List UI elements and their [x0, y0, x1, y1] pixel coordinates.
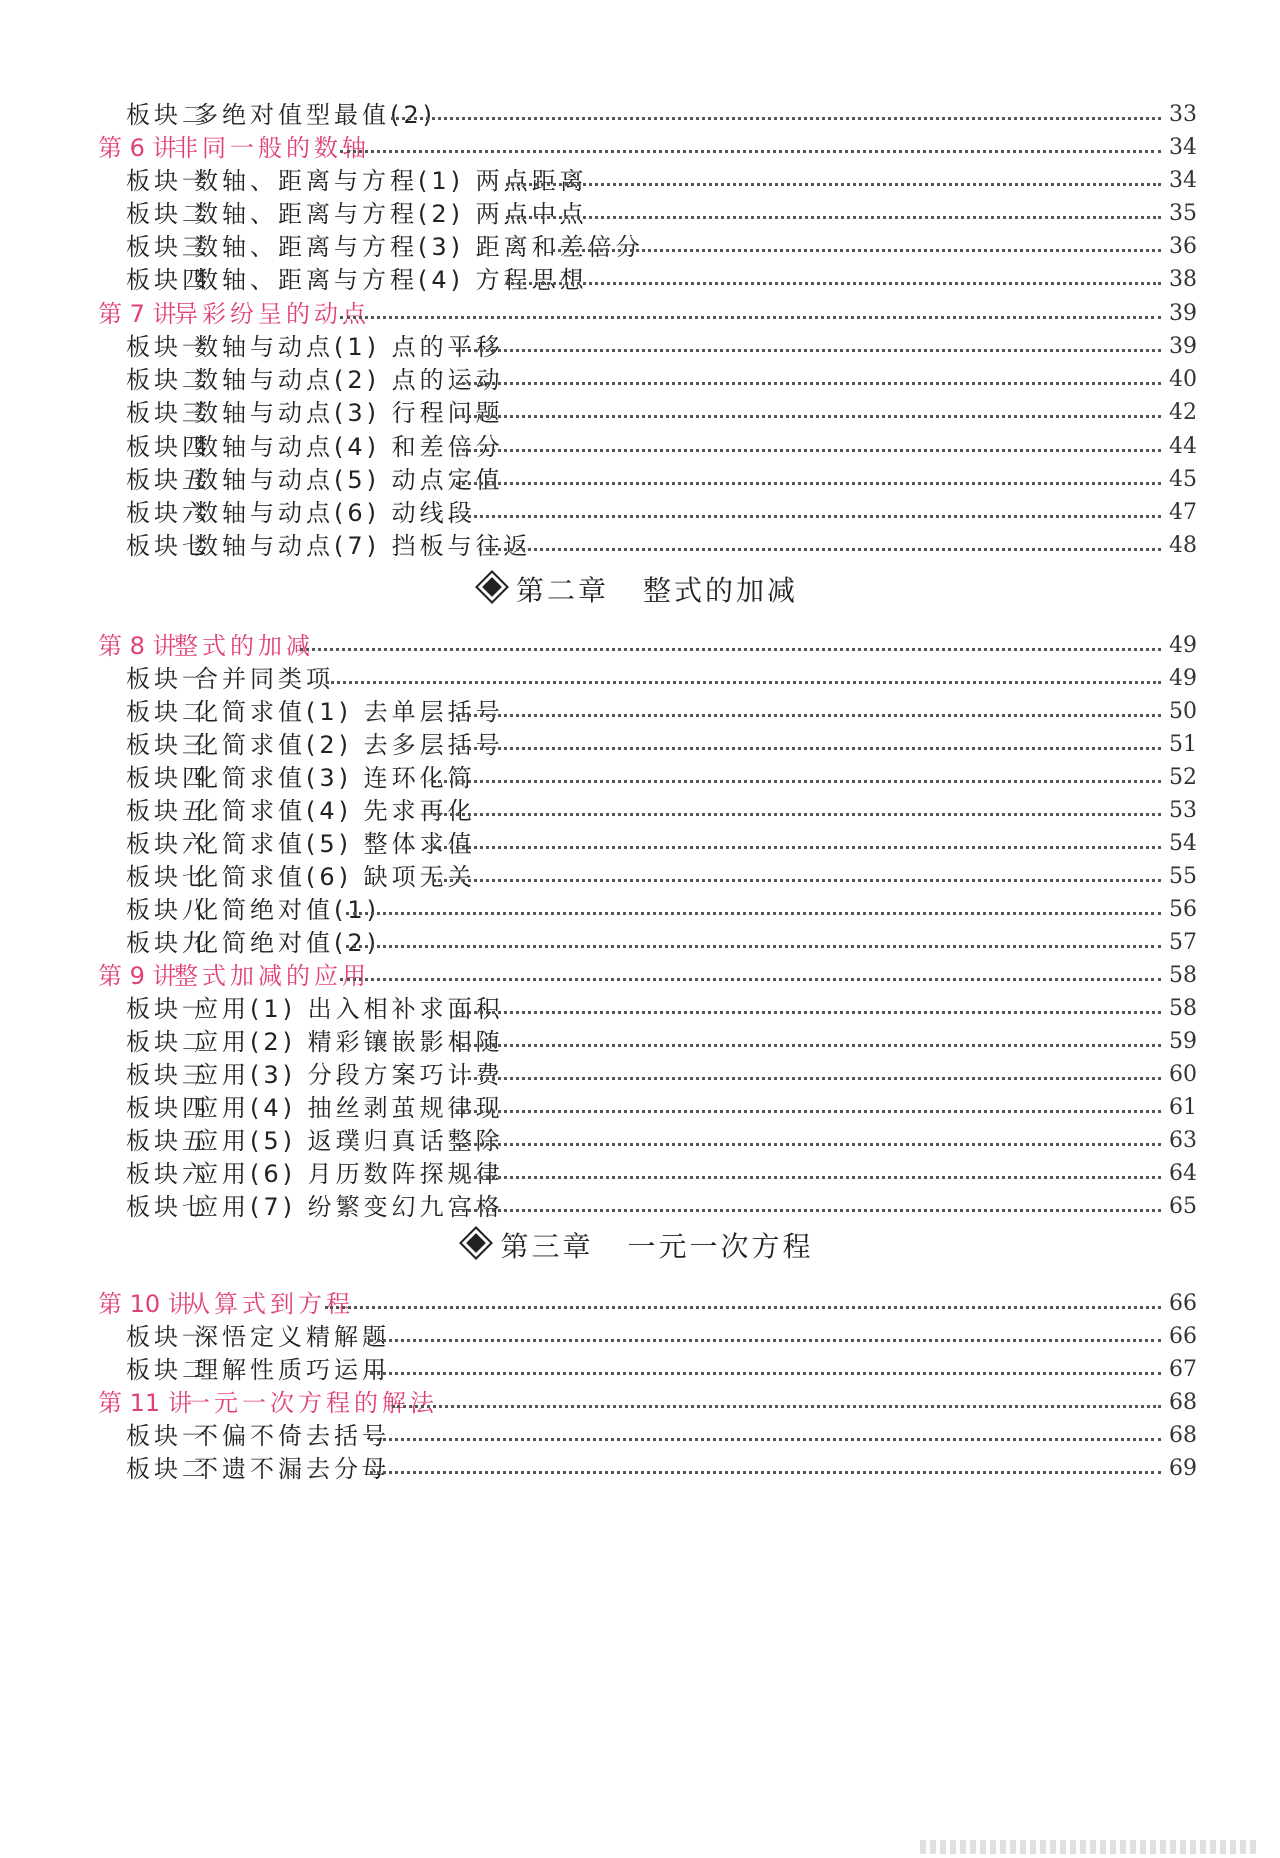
block-label: 板块四 — [126, 266, 210, 294]
lecture-number: 第 8 讲 — [98, 632, 177, 660]
block-label: 板块一 — [126, 167, 210, 195]
page-number: 36 — [1169, 234, 1197, 259]
chapter-heading — [0, 1225, 1280, 1269]
toc-block-row[interactable] — [0, 662, 1280, 696]
page-number: 68 — [1169, 1390, 1197, 1415]
leader-dots — [456, 449, 1161, 452]
page-number: 59 — [1169, 1029, 1197, 1054]
page-number: 42 — [1169, 400, 1197, 425]
entry-title: 数轴与动点(2) 点的运动 — [194, 366, 504, 394]
leader-dots — [433, 813, 1161, 816]
toc-block-row[interactable] — [0, 695, 1280, 729]
page-number: 51 — [1169, 732, 1197, 757]
block-label: 板块三 — [126, 1061, 210, 1089]
block-label: 板块四 — [126, 433, 210, 461]
toc-block-row[interactable] — [0, 164, 1280, 198]
block-label: 板块五 — [126, 797, 210, 825]
leader-dots — [552, 249, 1161, 252]
leader-dots — [456, 515, 1161, 518]
block-label: 板块三 — [126, 233, 210, 261]
leader-dots — [456, 382, 1161, 385]
leader-dots — [370, 1438, 1161, 1441]
entry-title: 数轴、距离与方程(1) 两点距离 — [194, 167, 588, 195]
scan-edge-mark — [920, 1840, 1260, 1854]
block-label: 板块二 — [126, 1028, 210, 1056]
toc-block-row[interactable] — [0, 263, 1280, 297]
lecture-number: 第 9 讲 — [98, 962, 177, 990]
block-label: 板块二 — [126, 101, 210, 129]
entry-title: 化简求值(1) 去单层括号 — [194, 698, 504, 726]
entry-title: 理解性质巧运用 — [194, 1356, 390, 1384]
entry-title: 深悟定义精解题 — [194, 1323, 390, 1351]
block-label: 板块一 — [126, 1323, 210, 1351]
entry-title: 应用(5) 返璞归真话整除 — [194, 1127, 504, 1155]
entry-title: 从算式到方程 — [186, 1290, 354, 1318]
block-label: 板块二 — [126, 200, 210, 228]
entry-title: 化简求值(3) 连环化简 — [194, 764, 476, 792]
leader-dots — [456, 714, 1161, 717]
page-number: 61 — [1169, 1095, 1197, 1120]
leader-dots — [433, 846, 1161, 849]
entry-title: 化简绝对值(2) — [194, 929, 380, 957]
page-number: 63 — [1169, 1128, 1197, 1153]
page-number: 66 — [1169, 1291, 1197, 1316]
leader-dots — [346, 912, 1161, 915]
entry-title: 整式的加减 — [174, 632, 314, 660]
toc-block-row[interactable] — [0, 1091, 1280, 1125]
block-label: 板块八 — [126, 896, 210, 924]
block-label: 板块二 — [126, 1356, 210, 1384]
page-number: 68 — [1169, 1423, 1197, 1448]
entry-title: 不偏不倚去括号 — [194, 1422, 390, 1450]
block-label: 板块九 — [126, 929, 210, 957]
page-number: 54 — [1169, 831, 1197, 856]
entry-title: 合并同类项 — [194, 665, 334, 693]
entry-title: 应用(6) 月历数阵探规律 — [194, 1160, 504, 1188]
toc-lecture-row[interactable] — [0, 131, 1280, 165]
entry-title: 化简求值(2) 去多层括号 — [194, 731, 504, 759]
leader-dots — [340, 978, 1161, 981]
entry-title: 化简求值(4) 先求再化 — [194, 797, 476, 825]
chapter-number: 第二章 — [515, 574, 609, 607]
block-label: 板块六 — [126, 830, 210, 858]
block-label: 板块一 — [126, 1422, 210, 1450]
entry-title: 应用(4) 抽丝剥茧规律现 — [194, 1094, 504, 1122]
block-label: 板块六 — [126, 1160, 210, 1188]
toc-block-row[interactable] — [0, 230, 1280, 264]
toc-block-row[interactable] — [0, 761, 1280, 795]
toc-block-row[interactable] — [0, 1025, 1280, 1059]
leader-dots — [325, 1306, 1161, 1309]
entry-title: 数轴、距离与方程(4) 方程思想 — [194, 266, 588, 294]
diamond-icon — [478, 573, 506, 601]
toc-block-row[interactable] — [0, 860, 1280, 894]
entry-title: 异彩纷呈的动点 — [174, 300, 370, 328]
page-number: 47 — [1169, 500, 1197, 525]
page-number: 67 — [1169, 1357, 1197, 1382]
page-number: 65 — [1169, 1194, 1197, 1219]
page-number: 66 — [1169, 1324, 1197, 1349]
toc-block-row[interactable] — [0, 992, 1280, 1026]
leader-dots — [506, 216, 1161, 219]
chapter-heading — [0, 569, 1280, 613]
block-label: 板块四 — [126, 764, 210, 792]
leader-dots — [506, 282, 1161, 285]
entry-title: 数轴与动点(7) 挡板与往返 — [194, 532, 532, 560]
leader-dots — [391, 117, 1161, 120]
toc-lecture-row[interactable] — [0, 297, 1280, 331]
block-label: 板块一 — [126, 665, 210, 693]
page-number: 39 — [1169, 334, 1197, 359]
entry-title: 一元一次方程的解法 — [186, 1389, 438, 1417]
toc-block-row[interactable] — [0, 463, 1280, 497]
leader-dots — [370, 1372, 1161, 1375]
page-number: 58 — [1169, 963, 1197, 988]
toc-lecture-row[interactable] — [0, 629, 1280, 663]
leader-dots — [433, 879, 1161, 882]
leader-dots — [326, 681, 1161, 684]
leader-dots — [456, 415, 1161, 418]
leader-dots — [370, 1471, 1161, 1474]
leader-dots — [370, 1339, 1161, 1342]
toc-lecture-row[interactable] — [0, 959, 1280, 993]
page-number: 50 — [1169, 699, 1197, 724]
toc-block-row[interactable] — [0, 1157, 1280, 1191]
entry-title: 应用(1) 出入相补求面积 — [194, 995, 504, 1023]
toc-block-row[interactable] — [0, 1190, 1280, 1224]
page-number: 64 — [1169, 1161, 1197, 1186]
entry-title: 应用(7) 纷繁变幻九宫格 — [194, 1193, 504, 1221]
chapter-title: 整式的加减 — [643, 574, 799, 607]
page-number: 69 — [1169, 1456, 1197, 1481]
leader-dots — [392, 1405, 1161, 1408]
page-number: 45 — [1169, 467, 1197, 492]
toc-lecture-row[interactable] — [0, 1386, 1280, 1420]
page-number: 49 — [1169, 633, 1197, 658]
entry-title: 应用(3) 分段方案巧计费 — [194, 1061, 504, 1089]
block-label: 板块二 — [126, 698, 210, 726]
page-number: 40 — [1169, 367, 1197, 392]
lecture-number: 第 7 讲 — [98, 300, 177, 328]
block-label: 板块二 — [126, 1455, 210, 1483]
page-number: 35 — [1169, 201, 1197, 226]
block-label: 板块一 — [126, 995, 210, 1023]
leader-dots — [300, 648, 1161, 651]
toc-block-row[interactable] — [0, 728, 1280, 762]
entry-title: 非同一般的数轴 — [174, 134, 370, 162]
toc-block-row[interactable] — [0, 396, 1280, 430]
toc-block-row[interactable] — [0, 496, 1280, 530]
toc-block-row[interactable] — [0, 893, 1280, 927]
toc-block-row[interactable] — [0, 197, 1280, 231]
leader-dots — [340, 150, 1161, 153]
leader-dots — [456, 1044, 1161, 1047]
toc-block-row[interactable] — [0, 363, 1280, 397]
page-number: 38 — [1169, 267, 1197, 292]
leader-dots — [456, 1011, 1161, 1014]
toc-block-row[interactable] — [0, 1452, 1280, 1486]
leader-dots — [506, 183, 1161, 186]
page-number: 48 — [1169, 533, 1197, 558]
diamond-icon — [462, 1229, 490, 1257]
leader-dots — [456, 1077, 1161, 1080]
block-label: 板块四 — [126, 1094, 210, 1122]
entry-title: 应用(2) 精彩镶嵌影相随 — [194, 1028, 504, 1056]
page-number: 58 — [1169, 996, 1197, 1021]
block-label: 板块二 — [126, 366, 210, 394]
block-label: 板块七 — [126, 863, 210, 891]
chapter-title: 一元一次方程 — [627, 1230, 814, 1263]
page-number: 53 — [1169, 798, 1197, 823]
entry-title: 化简求值(6) 缺项无关 — [194, 863, 476, 891]
entry-title: 数轴、距离与方程(3) 距离和差倍分 — [194, 233, 644, 261]
entry-title: 数轴、距离与方程(2) 两点中点 — [194, 200, 588, 228]
toc-block-row[interactable] — [0, 98, 1280, 132]
leader-dots — [433, 780, 1161, 783]
entry-title: 化简求值(5) 整体求值 — [194, 830, 476, 858]
page-number: 55 — [1169, 864, 1197, 889]
toc-block-row[interactable] — [0, 1353, 1280, 1387]
leader-dots — [340, 316, 1161, 319]
toc-block-row[interactable] — [0, 1058, 1280, 1092]
page-number: 33 — [1169, 102, 1197, 127]
entry-title: 不遗不漏去分母 — [194, 1455, 390, 1483]
entry-title: 数轴与动点(3) 行程问题 — [194, 399, 504, 427]
page-number: 52 — [1169, 765, 1197, 790]
leader-dots — [479, 548, 1161, 551]
toc-block-row[interactable] — [0, 926, 1280, 960]
block-label: 板块三 — [126, 731, 210, 759]
toc-lecture-row[interactable] — [0, 1287, 1280, 1321]
entry-title: 数轴与动点(5) 动点定值 — [194, 466, 504, 494]
page-number: 39 — [1169, 301, 1197, 326]
entry-title: 多绝对值型最值(2) — [194, 101, 436, 129]
block-label: 板块七 — [126, 532, 210, 560]
entry-title: 数轴与动点(4) 和差倍分 — [194, 433, 504, 461]
page-number: 44 — [1169, 434, 1197, 459]
block-label: 板块三 — [126, 399, 210, 427]
leader-dots — [456, 349, 1161, 352]
toc-block-row[interactable] — [0, 1320, 1280, 1354]
block-label: 板块五 — [126, 466, 210, 494]
chapter-number: 第三章 — [500, 1230, 594, 1263]
entry-title: 化简绝对值(1) — [194, 896, 380, 924]
lecture-number: 第 10 讲 — [98, 1290, 192, 1318]
lecture-number: 第 11 讲 — [98, 1389, 192, 1417]
block-label: 板块七 — [126, 1193, 210, 1221]
leader-dots — [456, 747, 1161, 750]
block-label: 板块六 — [126, 499, 210, 527]
toc-block-row[interactable] — [0, 330, 1280, 364]
page-number: 56 — [1169, 897, 1197, 922]
leader-dots — [456, 1110, 1161, 1113]
entry-title: 数轴与动点(1) 点的平移 — [194, 333, 504, 361]
entry-title: 数轴与动点(6) 动线段 — [194, 499, 476, 527]
toc-block-row[interactable] — [0, 1124, 1280, 1158]
block-label: 板块五 — [126, 1127, 210, 1155]
page-number: 57 — [1169, 930, 1197, 955]
toc-block-row[interactable] — [0, 1419, 1280, 1453]
page-number: 34 — [1169, 135, 1197, 160]
leader-dots — [456, 482, 1161, 485]
entry-title: 整式加减的应用 — [174, 962, 370, 990]
toc-block-row[interactable] — [0, 794, 1280, 828]
page-number: 49 — [1169, 666, 1197, 691]
leader-dots — [456, 1176, 1161, 1179]
toc-block-row[interactable] — [0, 529, 1280, 563]
leader-dots — [346, 945, 1161, 948]
block-label: 板块一 — [126, 333, 210, 361]
leader-dots — [456, 1143, 1161, 1146]
page-number: 34 — [1169, 168, 1197, 193]
toc-block-row[interactable] — [0, 827, 1280, 861]
toc-block-row[interactable] — [0, 430, 1280, 464]
page-number: 60 — [1169, 1062, 1197, 1087]
leader-dots — [456, 1209, 1161, 1212]
lecture-number: 第 6 讲 — [98, 134, 177, 162]
